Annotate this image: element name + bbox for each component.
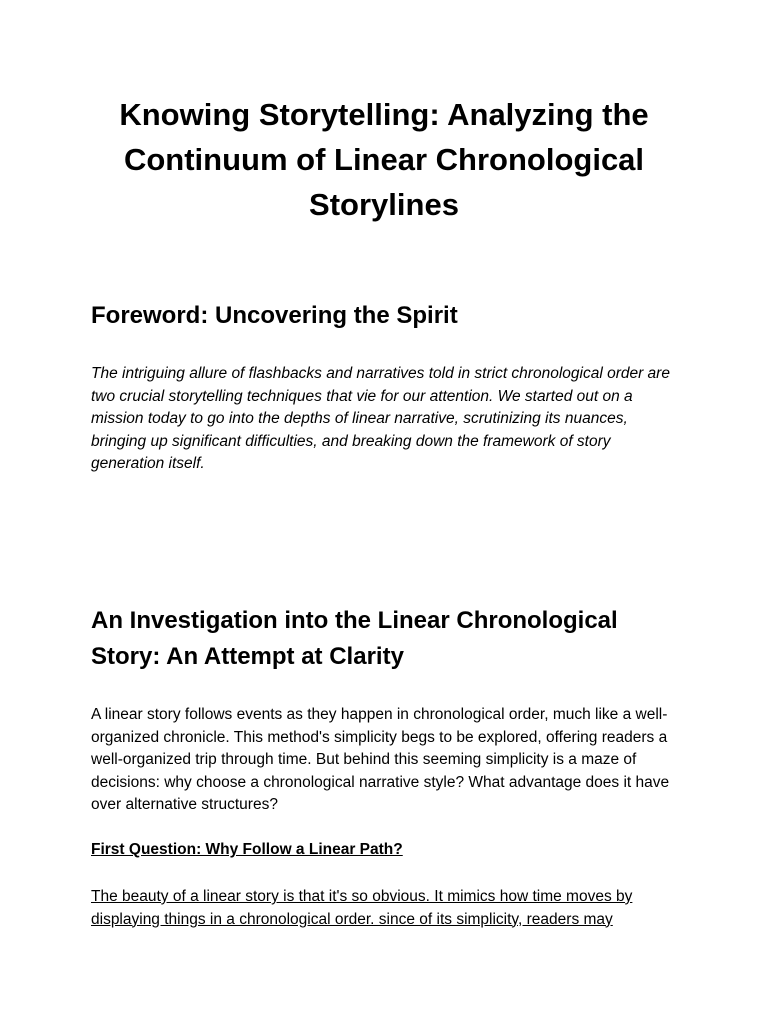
first-question-paragraph: The beauty of a linear story is that it's so obvious. It mimics how time moves by displaying things in a chronological order. since of its simplicity, readers may [91, 888, 633, 928]
first-question-heading: First Question: Why Follow a Linear Path? [91, 841, 403, 858]
investigation-paragraph: A linear story follows events as they happen in chronological order, much like a well-organized chronicle. This method's simplicity begs to be explored, offering readers a well-organized trip through time. But behind this seeming simplicity is a maze of decisions: why choose a chronological narrative style? What advantage does it have over alternative structures? [91, 706, 670, 813]
document-title: Knowing Storytelling: Analyzing the Continuum of Linear Chronological Storylines [119, 97, 649, 222]
foreword-heading: Foreword: Uncovering the Spirit [91, 302, 458, 329]
investigation-heading: An Investigation into the Linear Chronological Story: An Attempt at Clarity [91, 607, 618, 670]
foreword-paragraph: The intriguing allure of flashbacks and narratives told in strict chronological order are two crucial storytelling techniques that vie for our attention. We started out on a mission today to go into the depths of linear narrative, scrutinizing its nuances, bringing up significant difficulties, and breaking down the framework of story generation itself. [91, 365, 670, 472]
